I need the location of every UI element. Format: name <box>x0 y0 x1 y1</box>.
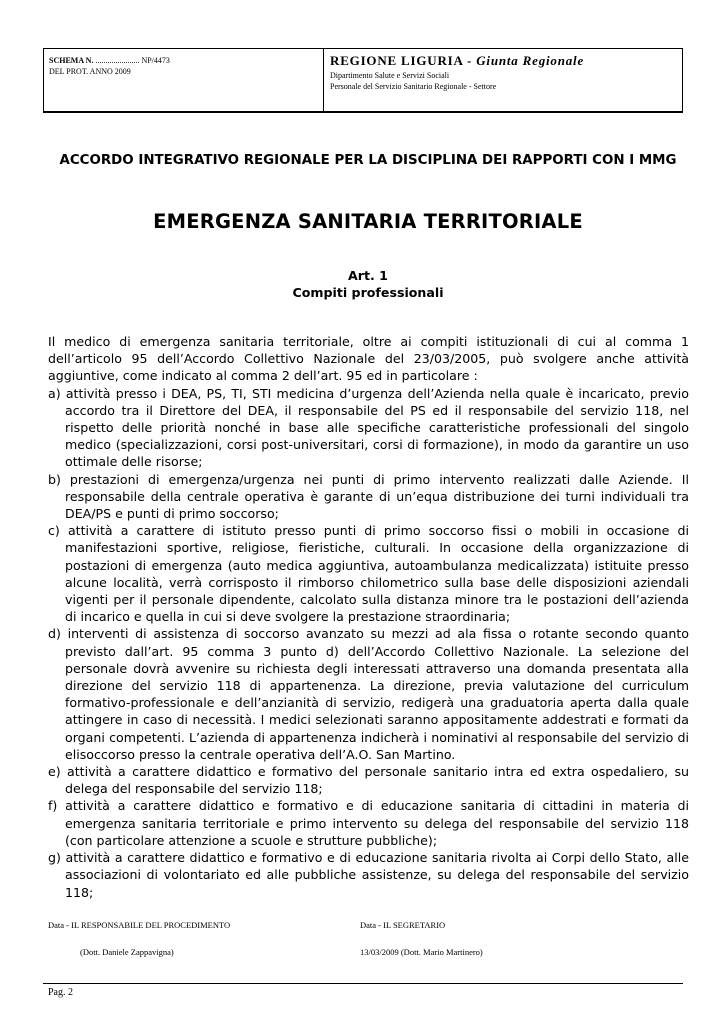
secretary-name: 13/03/2009 (Dott. Mario Martinero) <box>360 947 483 957</box>
list-item: e) attività a carattere didattico e formativo del personale sanitario intra ed extra ospedaliero, su delega del responsabile del servizio 118; <box>48 764 689 797</box>
article-body <box>48 333 689 901</box>
document-header <box>43 48 683 113</box>
document-title: EMERGENZA SANITARIA TERRITORIALE <box>153 210 583 233</box>
agreement-title: ACCORDO INTEGRATIVO REGIONALE PER LA DISCIPLINA DEI RAPPORTI CON I MMG <box>59 153 677 168</box>
article-title: Compiti professionali <box>292 285 444 300</box>
schema-line <box>49 55 323 66</box>
region-separator: - <box>463 53 477 68</box>
task-list <box>48 385 689 901</box>
list-item: a) attività presso i DEA, PS, TI, STI medicina d’urgenza dell’Azienda nella quale è incaricato, previo accordo tra il Direttore del DEA, il responsabile del PS ed il responsabile del servizio 118, nel rispetto delle priorità nonché in base alle specifiche caratteristiche professionali del singolo medico (specializzazioni, corsi post-universitari, corsi di formazione), in modo da garantire un uso ottimale delle risorse; <box>48 385 689 470</box>
region-name: REGIONE LIGURIA <box>330 53 463 68</box>
schema-label: SCHEMA N. <box>49 56 94 65</box>
list-item: f) attività a carattere didattico e formativo e di educazione sanitaria di cittadini in materia di emergenza sanitaria territoriale e primo intervento su delega del responsabile del servizio 118 (con particolare attenzione a scuole e strutture pubbliche); <box>48 798 689 848</box>
giunta-name: Giunta Regionale <box>476 53 585 68</box>
article-number: Art. 1 <box>348 268 388 283</box>
sector-line: Personale del Servizio Sanitario Regionale - Settore <box>330 82 497 91</box>
prot-line: DEL PROT. ANNO 2009 <box>49 67 131 76</box>
list-item: g) attività a carattere didattico e formativo e di educazione sanitaria rivolta ai Corpi dello Stato, alle associazioni di volontariato ed alle pubbliche assistenze, su delega del responsabile del servizio 118; <box>48 850 689 900</box>
list-item: b) prestazioni di emergenza/urgenza nei punti di primo intervento realizzati dalle Aziende. Il responsabile della centrale operativa è garante di un’equa distribuzione dei turni individuali tra DEA/PS e punti di primo soccorso; <box>48 471 689 522</box>
page-number: Pag. 2 <box>48 987 73 998</box>
secretary-label: Data - IL SEGRETARIO <box>360 920 446 930</box>
schema-value: ...................... NP/4473 <box>95 56 170 65</box>
region-title <box>330 53 682 68</box>
department-line: Dipartimento Salute e Servizi Sociali <box>330 71 450 80</box>
list-item: c) attività a carattere di istituto presso punti di primo soccorso fissi o mobili in occasione di manifestazioni sportive, religiose, fieristiche, culturali. In occasione della organizzazione di postazioni di emergenza (auto medica aggiuntiva, autoambulanza medicalizzata) istituite presso alcune località, verrà corrisposto il rimborso chilometrico sulla base delle disposizioni aziendali vigenti per il personale dipendente, calcolato sulla distanza minore tra le postazioni dell’azienda di incarico e quella in cui si deve svolgere la prestazione straordinaria; <box>48 523 689 625</box>
list-item: d) interventi di assistenza di soccorso avanzato su mezzi ad ala fissa o rotante secondo quanto previsto dall’art. 95 comma 3 punto d) dell’Accordo Collettivo Nazionale. La selezione del personale dovrà avvenire su richiesta degli interessati attraverso una domanda presentata alla direzione del servizio 118 di appartenenza. La direzione, previa valutazione del curriculum formativo-professionale e dell’anzianità di servizio, redigerà una graduatoria aperta dalla quale attingere in caso di necessità. I medici selezionati saranno appositamente addestrati e formati da organi competenti. L’azienda di appartenenza indicherà i nominativi al responsabile del servizio di elisoccorso presso la centrale operativa dell’A.O. San Martino. <box>48 626 689 762</box>
responsible-label: Data - IL RESPONSABILE DEL PROCEDIMENTO <box>48 920 231 930</box>
footer-divider <box>43 983 683 984</box>
article-heading <box>43 267 693 301</box>
responsible-name: (Dott. Daniele Zappavigna) <box>80 947 174 957</box>
intro-paragraph: Il medico di emergenza sanitaria territoriale, oltre ai compiti istituzionali di cui al comma 1 dell’articolo 95 dell’Accordo Collettivo Nazionale del 23/03/2005, può svolgere anche attività aggiuntive, come indicato al comma 2 dell’art. 95 ed in particolare : <box>48 334 689 384</box>
protocol-box <box>44 49 324 111</box>
region-box <box>324 49 682 111</box>
